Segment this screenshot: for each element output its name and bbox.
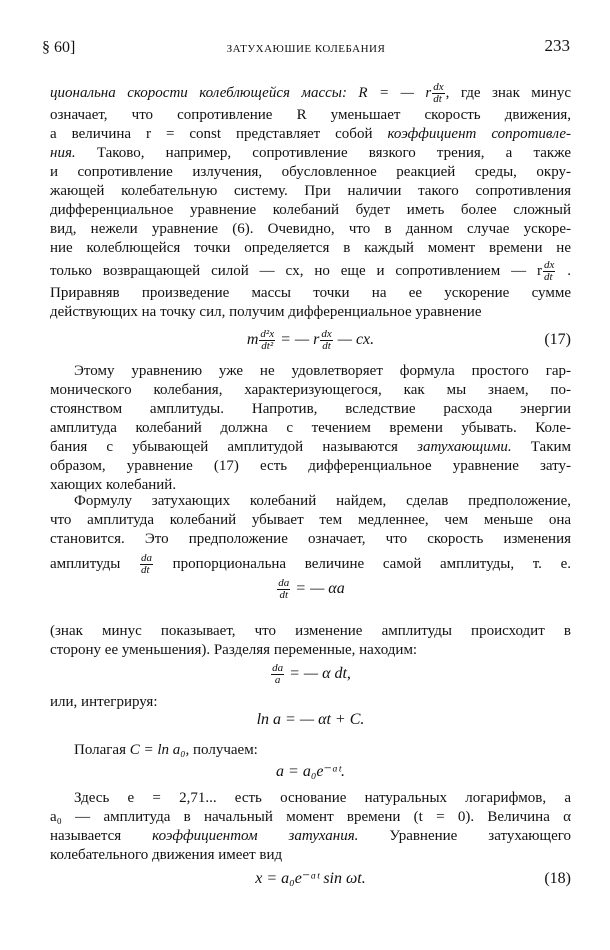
text-line: колебательного движения имеет вид — [50, 847, 283, 863]
paragraph-3 — [50, 492, 571, 579]
text-line: стоянством амплитуды. Напротив, вследствие расхода энергии — [50, 401, 571, 417]
paragraph-2 — [50, 362, 571, 495]
page-number: 233 — [544, 36, 570, 55]
equation-number: (18) — [544, 870, 571, 887]
text-line: или, интегрируя: — [50, 694, 158, 710]
paragraph-1 — [50, 80, 571, 322]
paragraph-5 — [50, 741, 571, 760]
text-line: только возвращающей силой — cx, но еще и сопротивлением — r $\frac{dx}{dt}$ . — [50, 259, 571, 284]
text-line: (знак минус показывает, что изменение амплитуды происходит в — [50, 623, 571, 639]
text-line: Полагая C = ln a₀, получаем: — [74, 742, 258, 758]
text-line: ние колеблющейся точки определяется в каждый момент времени не — [50, 240, 571, 256]
text-line: вид, нежели уравнение (6). Очевидно, что в данном случае ускоре- — [50, 221, 571, 237]
equation-log: ln a = — αt + C. — [256, 711, 365, 728]
equation-17: m $\frac{\text{d²x}}{\text{dt²}}$ = — r $\frac{dx}{dt}$ — cx. (17) — [50, 325, 571, 355]
text-line: Здесь e = 2,71... есть основание натуральных логарифмов, а — [74, 790, 571, 806]
text-line: жающей колебательную систему. При наличии такого сопротивления — [50, 183, 571, 199]
text-line: а величина r = const представляет собой коэффициент сопротивле- — [50, 126, 572, 142]
running-title: ЗАТУХАЮШИЕ КОЛЕБАНИЯ — [226, 43, 386, 55]
text-line: ния. Таково, например, сопротивление вязкого трения, а также — [50, 145, 571, 161]
text-line: амплитуды $\frac{da}{dt}$ пропорциональна величине самой амплитуды, т. е. — [50, 552, 572, 577]
paragraph-6 — [50, 789, 571, 865]
text-line: Приравняв произведение массы точки на ее ускорение сумме — [50, 285, 571, 301]
text-line: называется коэффициентом затухания. Уравнение затухающего — [50, 828, 571, 844]
text-line: амплитуда колебаний должна с течением времени убывать. Коле- — [50, 420, 571, 436]
text-line: и сопротивление излучения, обусловленное реакцией среды, окру- — [50, 164, 571, 180]
text-line: циональна скорости колеблющейся массы: R = — r $\frac{dx}{dt}$ , где знак минус — [50, 81, 572, 106]
text-line: образом, уравнение (17) есть дифференциальное уравнение зату- — [50, 458, 571, 474]
text-line: монического колебания, характеризующегося, как мы знаем, по- — [50, 382, 571, 398]
running-header — [42, 38, 570, 60]
text-line: что амплитуда колебаний убывает тем медленнее, чем меньше она — [50, 512, 571, 528]
text-line: становится. Это предположение означает, что скорость изменения — [50, 531, 571, 547]
text-line: a₀ — амплитуда в начальный момент времени (t = 0). Величина α — [50, 809, 571, 825]
text-line: Формулу затухающих колебаний найдем, сделав предположение, — [74, 493, 571, 509]
text-line: действующих на точку сил, получим дифференциальное уравнение — [50, 304, 482, 320]
equation-exponential: a = a₀e⁻ᵅᵗ. — [276, 763, 345, 780]
text-line: бания с убывающей амплитудой называются затухающими. Таким — [50, 439, 572, 455]
paragraph-4 — [50, 622, 571, 660]
equation-separated: $\frac{da}{a}$ = — α dt, — [272, 661, 351, 686]
equation-amplitude-rate: $\frac{da}{dt}$ = — αa — [278, 576, 345, 601]
text-line: дифференциальное уравнение колебаний будет иметь более сложный — [50, 202, 571, 218]
text-line: сторону ее уменьшения). Разделяя переменные, находим: — [50, 642, 418, 658]
text-line: Этому уравнению уже не удовлетворяет формула простого гар- — [74, 363, 571, 379]
text-line: хающих колебаний. — [50, 477, 177, 493]
equation-number: (17) — [544, 331, 571, 348]
section-ref: § 60] — [42, 39, 76, 56]
equation-18: x = a₀e⁻ᵅᵗ sin ωt. (18) — [50, 866, 571, 892]
text-line: означает, что сопротивление R уменьшает скорость движения, — [50, 107, 571, 123]
